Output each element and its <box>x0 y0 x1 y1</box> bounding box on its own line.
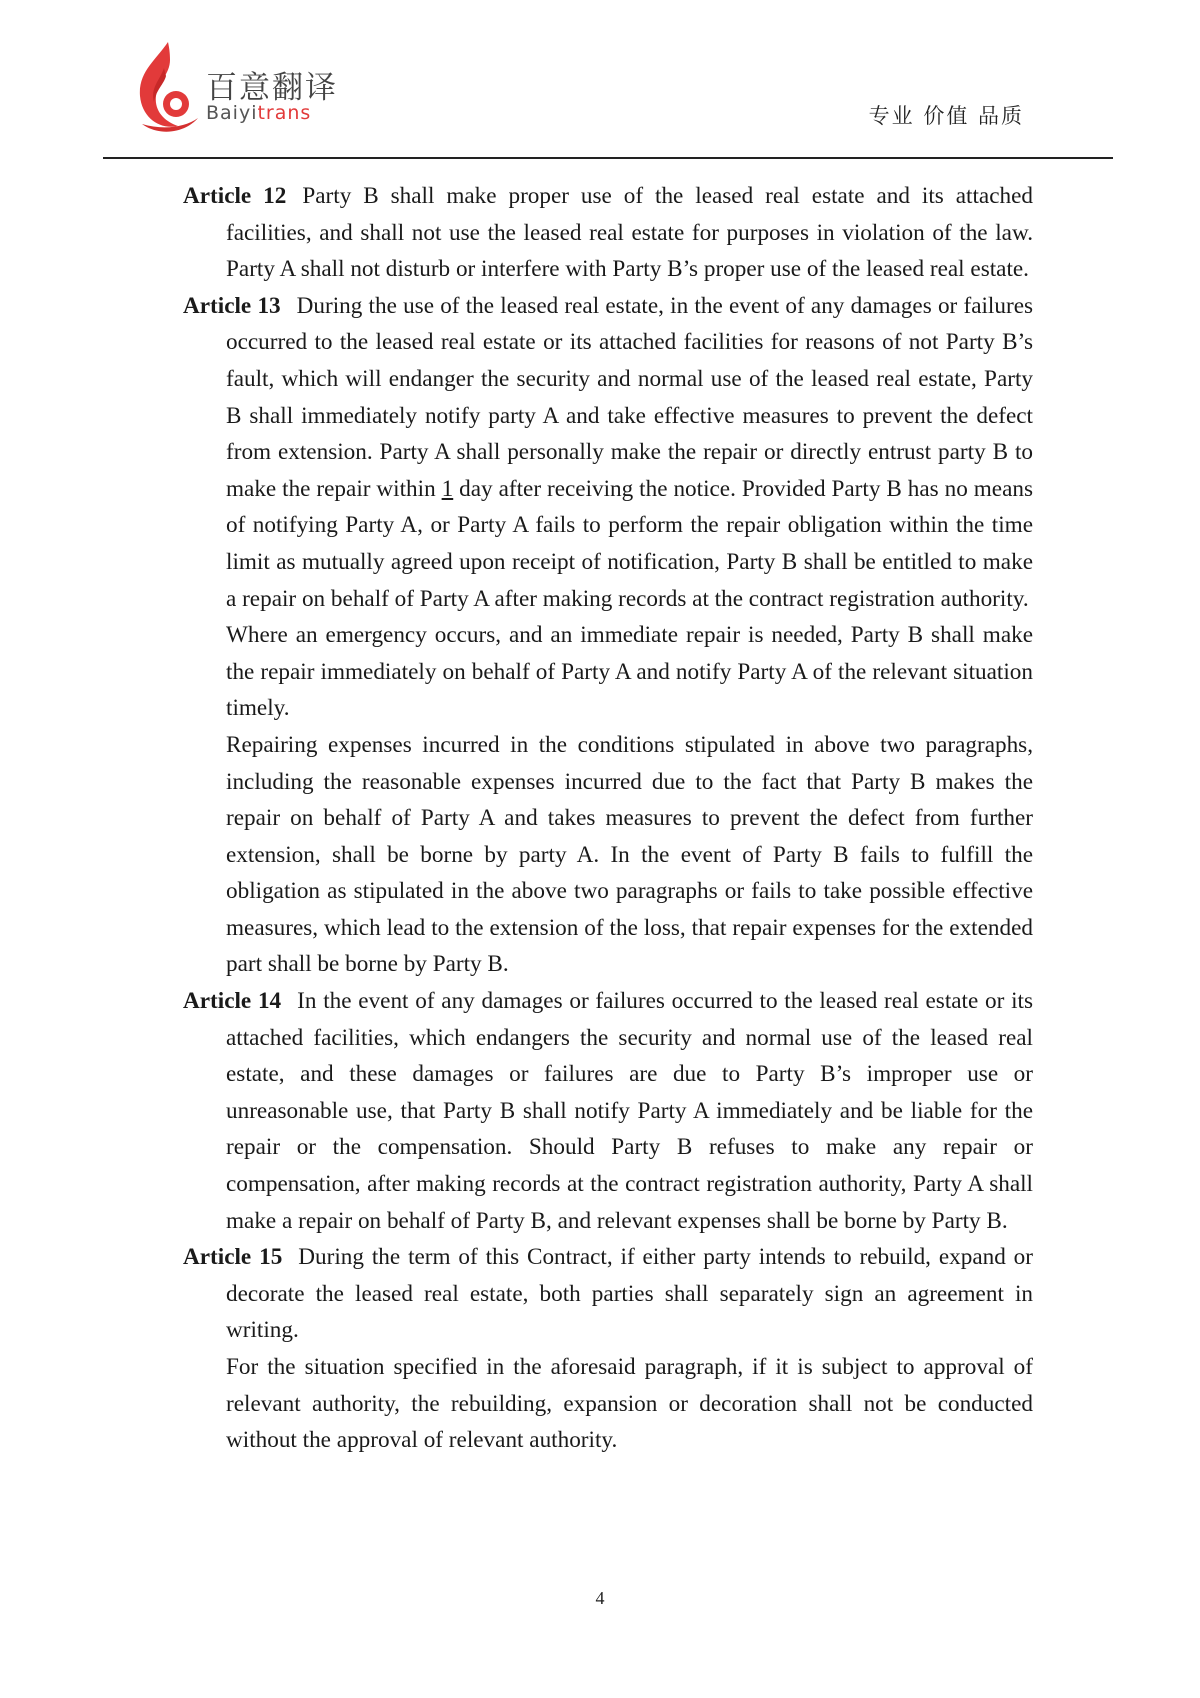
header-tagline: 专业 价值 品质 <box>868 104 1024 128</box>
baiyitrans-logo <box>136 38 366 138</box>
article-14 <box>183 983 1033 1239</box>
article-text: day after receiving the notice. Provided Party B has no means of notifying Party A, or Party A fails to perform the repair obligation within the time limit as mutually agreed upon receipt of notification, Party B shall be entitled to make a repair on behalf of Party A after making records at the contract registration authority. <box>226 475 1033 612</box>
logo-english-text <box>206 102 311 124</box>
article-label: Article 15 <box>183 1244 283 1271</box>
page-header <box>0 0 1200 160</box>
article-13 <box>183 288 1033 617</box>
underlined-day-count: 1 <box>441 475 454 502</box>
article-label: Article 13 <box>183 292 281 319</box>
article-12 <box>183 178 1033 288</box>
document-body <box>183 178 1033 1459</box>
article-text: During the use of the leased real estate, in the event of any damages or failures occurred to the leased real estate or its attached facilities for reasons of not Party B’s fault, which will endanger the security and normal use of the leased real estate, Party B shall immediately notify party A and take effective measures to prevent the defect from extension. Party A shall personally make the repair or directly entrust party B to make the repair within <box>226 292 1034 502</box>
article-13-paragraph-3: Repairing expenses incurred in the conditions stipulated in above two paragraphs, including the reasonable expenses incurred due to the fact that Party B makes the repair on behalf of Party A and takes measures to prevent the defect from further extension, shall be borne by party A. In the event of Party B fails to fulfill the obligation as stipulated in the above two paragraphs or fails to take possible effective measures, which lead to the extension of the loss, that repair expenses for the extended part shall be borne by Party B. <box>226 731 1033 978</box>
article-label: Article 14 <box>183 988 282 1015</box>
logo-english-part-a: Baiyi <box>206 102 258 124</box>
logo-english-part-b: trans <box>257 102 312 124</box>
page-number: 4 <box>595 1588 605 1608</box>
flame-logo-icon <box>136 38 206 138</box>
article-13-paragraph-2: Where an emergency occurs, and an immediate repair is needed, Party B shall make the repair immediately on behalf of Party A and notify Party A of the relevant situation timely. <box>226 622 1033 722</box>
logo-chinese-text: 百意翻译 <box>206 70 338 106</box>
article-label: Article 12 <box>183 183 287 209</box>
article-text: Party B shall make proper use of the leased real estate and its attached facilities, and shall not use the leased real estate for purposes in violation of the law. Party A shall not disturb or interfere with Party B’s proper use of the leased real estate. <box>226 183 1033 283</box>
article-15 <box>183 1239 1033 1349</box>
article-text: In the event of any damages or failures occurred to the leased real estate or its attached facilities, which endangers the security and normal use of the leased real estate, and these damages or failures are due to Party B’s improper use or unreasonable use, that Party B shall notify Party A immediately and be liable for the repair or the compensation. Should Party B refuses to make any repair or compensation, after making records at the contract registration authority, Party A shall make a repair on behalf of Party B, and relevant expenses shall be borne by Party B. <box>226 988 1033 1234</box>
header-divider <box>103 157 1113 159</box>
article-text: During the term of this Contract, if either party intends to rebuild, expand or decorate the leased real estate, both parties shall separately sign an agreement in writing. <box>226 1244 1033 1344</box>
article-15-paragraph-2: For the situation specified in the aforesaid paragraph, if it is subject to approval of relevant authority, the rebuilding, expansion or decoration shall not be conducted without the approval of relevant authority. <box>226 1354 1033 1454</box>
